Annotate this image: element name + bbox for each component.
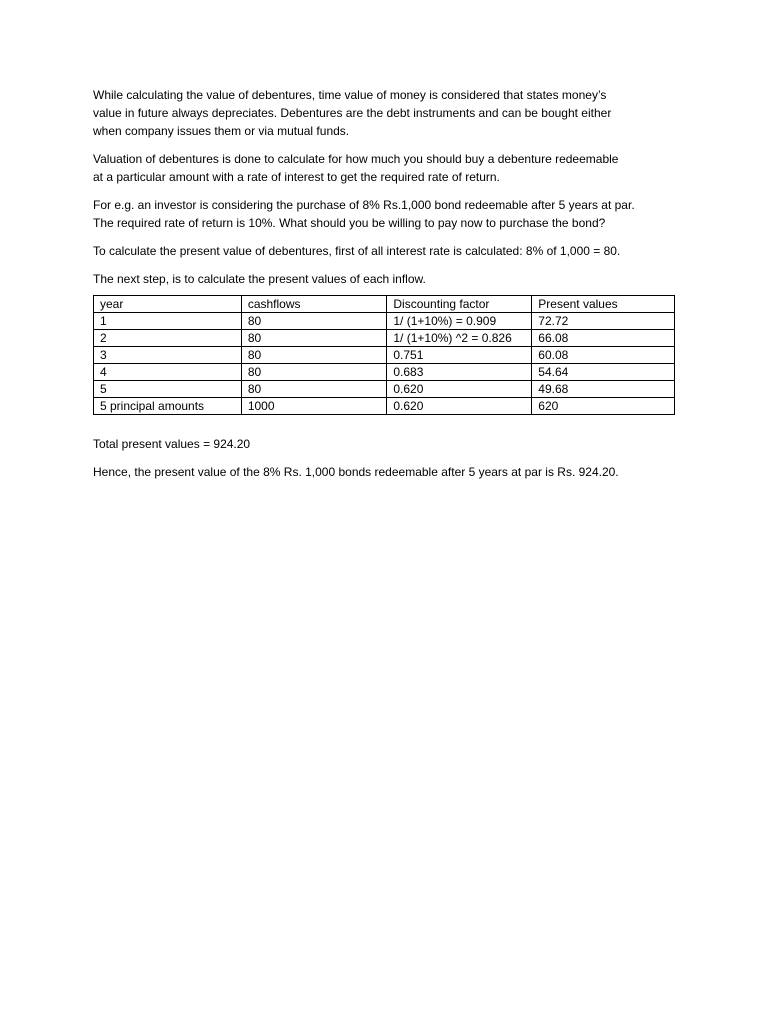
- cell-discount-factor: 0.620: [387, 381, 532, 398]
- cell-discount-factor: 0.683: [387, 364, 532, 381]
- cell-year: 5 principal amounts: [94, 398, 242, 415]
- cell-year: 4: [94, 364, 242, 381]
- document-page: [93, 86, 683, 491]
- cell-present-value: 72.72: [532, 313, 675, 330]
- cell-year: 3: [94, 347, 242, 364]
- cell-discount-factor: 1/ (1+10%) = 0.909: [387, 313, 532, 330]
- cell-discount-factor: 1/ (1+10%) ^2 = 0.826: [387, 330, 532, 347]
- cell-cashflow: 1000: [241, 398, 387, 415]
- header-year: year: [94, 296, 242, 313]
- cell-discount-factor: 0.751: [387, 347, 532, 364]
- cell-present-value: 49.68: [532, 381, 675, 398]
- paragraph-valuation: Valuation of debentures is done to calculate for how much you should buy a debenture redeemable at a particular amount with a rate of interest to get the required rate of return.: [93, 152, 619, 184]
- header-present-values: Present values: [532, 296, 675, 313]
- cell-present-value: 60.08: [532, 347, 675, 364]
- table-row: [94, 347, 675, 364]
- cell-year: 1: [94, 313, 242, 330]
- table-row: [94, 381, 675, 398]
- table-row: [94, 330, 675, 347]
- table-row: [94, 398, 675, 415]
- table-row: [94, 364, 675, 381]
- cell-cashflow: 80: [241, 347, 387, 364]
- table-header-row: [94, 296, 675, 313]
- cell-present-value: 54.64: [532, 364, 675, 381]
- cell-discount-factor: 0.620: [387, 398, 532, 415]
- paragraph-intro: While calculating the value of debentures, time value of money is considered that states money’s value in future always depreciates. Debentures are the debt instruments and can be bought either when company issues them or via mutual funds.: [93, 88, 612, 138]
- cell-present-value: 66.08: [532, 330, 675, 347]
- cell-cashflow: 80: [241, 381, 387, 398]
- present-value-table: [93, 295, 675, 415]
- cell-year: 2: [94, 330, 242, 347]
- header-cashflows: cashflows: [241, 296, 387, 313]
- cell-cashflow: 80: [241, 313, 387, 330]
- cell-cashflow: 80: [241, 364, 387, 381]
- cell-cashflow: 80: [241, 330, 387, 347]
- paragraph-next-step: The next step, is to calculate the present values of each inflow.: [93, 272, 426, 286]
- total-present-values: Total present values = 924.20: [93, 437, 251, 451]
- cell-year: 5: [94, 381, 242, 398]
- header-discounting-factor: Discounting factor: [387, 296, 532, 313]
- cell-present-value: 620: [532, 398, 675, 415]
- table-row: [94, 313, 675, 330]
- paragraph-interest: To calculate the present value of debentures, first of all interest rate is calculated: 8% of 1,000 = 80.: [93, 244, 621, 258]
- conclusion-text: Hence, the present value of the 8% Rs. 1,000 bonds redeemable after 5 years at par is Rs. 924.20.: [93, 465, 619, 479]
- paragraph-example: For e.g. an investor is considering the purchase of 8% Rs.1,000 bond redeemable after 5 years at par. The required rate of return is 10%. What should you be willing to pay now to purchase the bond?: [93, 198, 635, 230]
- spacer: [93, 415, 683, 435]
